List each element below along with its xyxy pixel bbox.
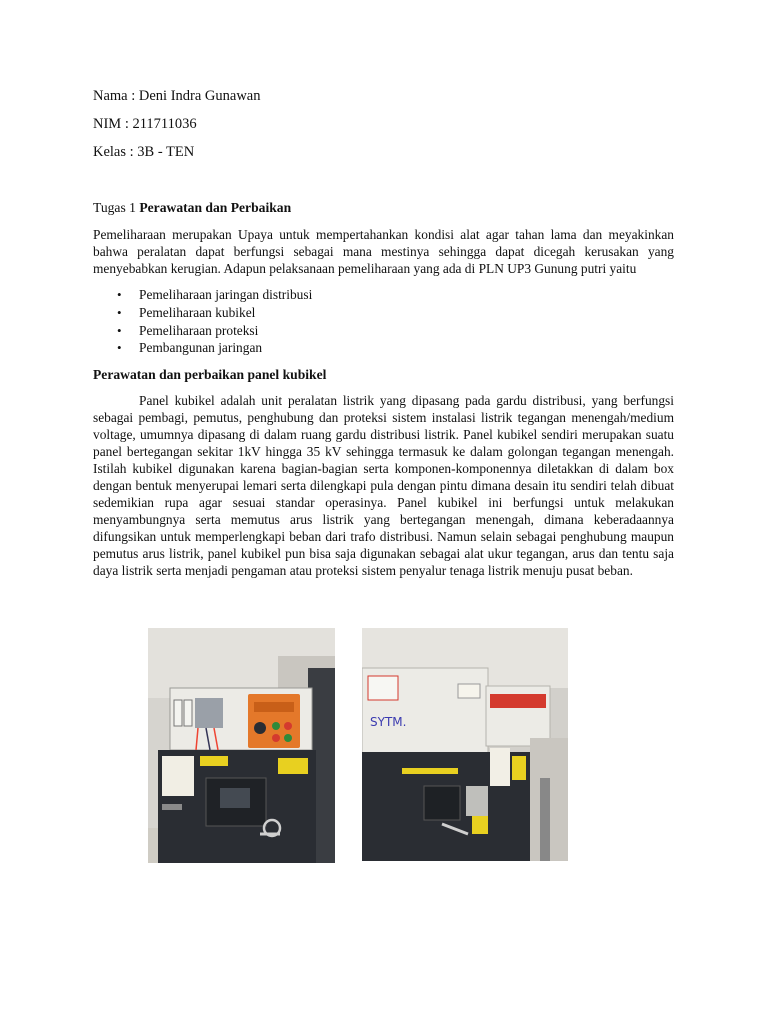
kubikel-panel-row-photo <box>362 628 568 861</box>
student-name: Nama : Deni Indra Gunawan <box>93 88 261 104</box>
intro-paragraph: Pemeliharaan merupakan Upaya untuk mempertahankan kondisi alat agar tahan lama dan meyakinkan bahwa peralatan dapat berfungsi sebagai mana mestinya sehingga dapat dicegah kerusakan yang menyebabkan kerugian. Adapun pelaksanaan pemeliharaan yang ada di PLN UP3 Gunung putri yaitu <box>93 227 674 276</box>
handwriting-label: SYTM. <box>370 715 407 729</box>
student-class: Kelas : 3B - TEN <box>93 144 195 160</box>
section-paragraph: Panel kubikel adalah unit peralatan listrik yang dipasang pada gardu distribusi, yang berfungsi sebagai pembagi, pemutus, penghubung dan proteksi sistem instalasi listrik tegangan menengah/medium voltage, umumnya dipasang di dalam ruang gardu distribusi listrik. Panel kubikel sendiri merupakan suatu panel bertegangan sekitar 1kV hingga 35 kV sehingga termasuk ke dalam golongan tegangan menengah. Istilah kubikel digunakan karena bagian-bagian serta komponen-komponennya diletakkan di dalam box dengan bentuk menyerupai lemari serta dilengkapi pula dengan pintu dimana desain itu sendiri telah dibuat sedemikian rupa agar sesuai standar operasinya. Panel kubikel ini berfungsi untuk melakukan menyambungnya serta memutus arus listrik yang bertegangan menengah, dimana keberadaannya difungsikan untuk memperlengkapi beban dari trafo distribusi. Namun selain sebagai penghubung maupun pemutus arus listrik, panel kubikel pun bisa saja digunakan sebagai alat ukur tegangan, arus dan tentu saja daya listrik serta menjadi pengaman atau proteksi sistem penyalur tenaga listrik menuju pusat beban. <box>93 393 674 578</box>
task-heading <box>93 200 291 216</box>
section-heading <box>93 367 326 383</box>
list-item: • Pemeliharaan jaringan distribusi <box>93 286 312 304</box>
task-prefix: Tugas 1 <box>93 200 140 215</box>
maintenance-list <box>93 286 312 357</box>
photo-1-image <box>148 628 335 863</box>
list-item: • Pemeliharaan proteksi <box>93 322 312 340</box>
task-title: Perawatan dan Perbaikan <box>139 200 292 215</box>
photo-2-image <box>362 628 568 861</box>
kubikel-panel-open-photo <box>148 628 335 863</box>
list-item: • Pembangunan jaringan <box>93 339 312 357</box>
student-nim: NIM : 211711036 <box>93 116 197 132</box>
section-heading-text: Perawatan dan perbaikan panel kubikel <box>93 367 327 382</box>
list-item: • Pemeliharaan kubikel <box>93 304 312 322</box>
